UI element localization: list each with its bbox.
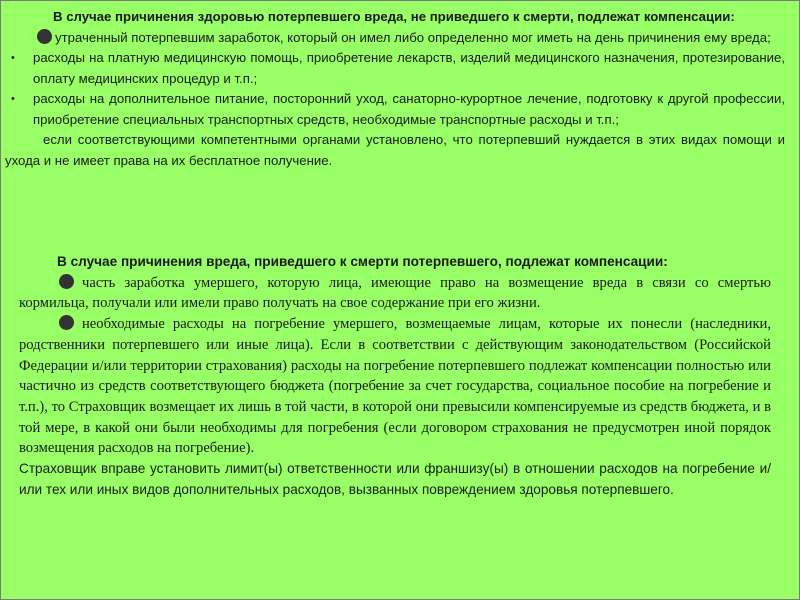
section-1-item-condition: если соответствующими компетентными органами установлено, что потерпевший нуждается в этих видах помощи и ухода и не имеет права на их бесплатное получение. — [5, 132, 785, 168]
section-1-item-lost-earnings — [5, 28, 785, 49]
section-1-item-medical-expenses — [5, 48, 785, 89]
bullet-dot-icon — [59, 274, 74, 289]
bullet-icon: • — [11, 52, 15, 64]
section-2-item-funeral-expenses — [19, 314, 771, 459]
section-1-item-lost-earnings-text: утраченный потерпевшим заработок, который он имел либо определенно мог иметь на день причинения ему вреда; — [55, 29, 771, 45]
section-1-item-additional-expenses-text: расходы на дополнительное питание, посторонний уход, санаторно-курортное лечение, подготовку к другой профессии, приобретение специальных транспортных средств, необходимые транспортные расходы и т.п.; — [33, 91, 785, 127]
section-1-item-medical-expenses-text: расходы на платную медицинскую помощь, приобретение лекарств, изделий медицинского назначения, протезирование, оплату медицинских процедур и т.п.; — [33, 50, 785, 86]
section-1-heading: В случае причинения здоровью потерпевшего вреда, не приведшего к смерти, подлежат компенсации: — [53, 9, 735, 24]
section-1-non-fatal-harm — [5, 7, 785, 171]
bullet-dot-icon — [59, 315, 74, 330]
section-2-heading: В случае причинения вреда, приведшего к смерти потерпевшего, подлежат компенсации: — [57, 254, 668, 269]
section-1-item-additional-expenses — [5, 89, 785, 130]
bullet-icon: • — [11, 93, 15, 105]
bullet-dot-icon — [37, 29, 52, 44]
section-2-item-insurer-limits: Страховщик вправе установить лимит(ы) ответственности или франшизу(ы) в отношении расходов на погребение и/или тех или иных видов дополнительных расходов, вызванных повреждением здоровья потерпевшего. — [19, 461, 771, 497]
section-2-fatal-harm — [19, 252, 771, 500]
section-2-item-funeral-expenses-text: необходимые расходы на погребение умершего, возмещаемые лицам, которые их понесли (наследники, родственники потерпевшего или иные лица). Если в соответствии с действующим законодательством (Российской Федерации и/или территории страхования) расходы на погребение потерпевшего подлежат компенсации полностью или частично из средств соответствующего бюджета (погребение за счет государства, социальное пособие на погребение и т.п.), то Страховщик возмещает их лишь в той части, в которой они превысили компенсируемые из средств бюджета, и в той мере, в какой они были необходимы для погребения (если договором страхования не предусмотрен иной порядок возмещения расходов на погребение). — [19, 316, 771, 457]
section-2-item-breadwinner-earnings — [19, 273, 771, 314]
section-2-item-breadwinner-earnings-text: часть заработка умершего, которую лица, имеющие право на возмещение вреда в связи со смертью кормильца, получали или имели право получать на свое содержание при его жизни. — [19, 274, 771, 312]
